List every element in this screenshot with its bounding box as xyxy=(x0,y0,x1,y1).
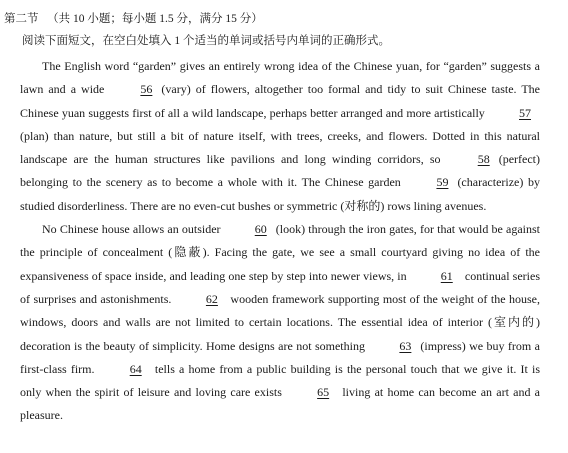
blank-58[interactable]: 58 xyxy=(477,152,490,167)
blank-60[interactable]: 60 xyxy=(254,222,267,237)
passage-text: No Chinese house allows an outsider xyxy=(42,222,224,237)
passage-text: living at home can become an art and a pleasure. xyxy=(20,385,541,423)
blank-57[interactable]: 57 xyxy=(519,105,531,120)
section-note: （共 10 小题；每小题 1.5 分，满分 15 分） xyxy=(47,13,263,25)
passage xyxy=(20,55,540,428)
passage-text: (plan) than nature, but still a bit of nature itself, with trees, creeks, and flowers. Dotted in this natural landscape are the human structures like pavilions and long winding corridors, so xyxy=(20,128,540,167)
blank-56[interactable]: 56 xyxy=(140,82,153,97)
passage-text: (look) through the iron gates, for that would be against the principle of concealment (隐蔽). Facing the gate, we see a small courtyard giving no idea of the expansiveness of space inside, and leading one step by step into newer views, in xyxy=(20,222,541,283)
blank-65[interactable]: 65 xyxy=(317,385,330,400)
blank-59[interactable]: 59 xyxy=(436,175,449,190)
paragraph-2 xyxy=(20,218,540,428)
blank-63[interactable]: 63 xyxy=(399,338,412,353)
section-title: 第二节 xyxy=(4,13,39,25)
blank-62[interactable]: 62 xyxy=(205,291,218,306)
passage-text: The English word “garden” gives an entirely wrong idea of the Chinese yuan, for “garden” suggests a lawn and a wide xyxy=(20,59,540,97)
passage-text: continual series of surprises and astonishments. xyxy=(20,268,540,306)
passage-text: (impress) we buy from a first-class firm. xyxy=(20,338,540,376)
section-header xyxy=(4,10,263,26)
passage-text: tells a home from a public building is the personal touch that we give it. It is only when the spirit of leisure and loving care exists xyxy=(20,361,541,400)
passage-text: (vary) of flowers, altogether too formal and tidy to suit Chinese taste. The Chinese yuan suggests first of all a wild landscape, perhaps better arranged and more artistically xyxy=(20,82,540,120)
instructions: 阅读下面短文，在空白处填入 1 个适当的单词或括号内单词的正确形式。 xyxy=(22,35,390,47)
passage-text: wooden framework supporting most of the weight of the house, windows, doors and walls are not limited to certain locations. The essential idea of interior (室内的) decoration is the beauty of simplicity. Home designs are not something xyxy=(20,291,541,353)
blank-61[interactable]: 61 xyxy=(440,268,453,283)
paragraph-1 xyxy=(20,55,540,218)
passage-text: (characterize) by studied disorderliness. There are no even-cut bushes or symmetric (对称的) rows lining avenues. xyxy=(20,175,540,213)
passage-text: (perfect) belonging to the scenery as to become a whole with it. The Chinese garden xyxy=(20,152,540,190)
blank-64[interactable]: 64 xyxy=(129,361,142,376)
